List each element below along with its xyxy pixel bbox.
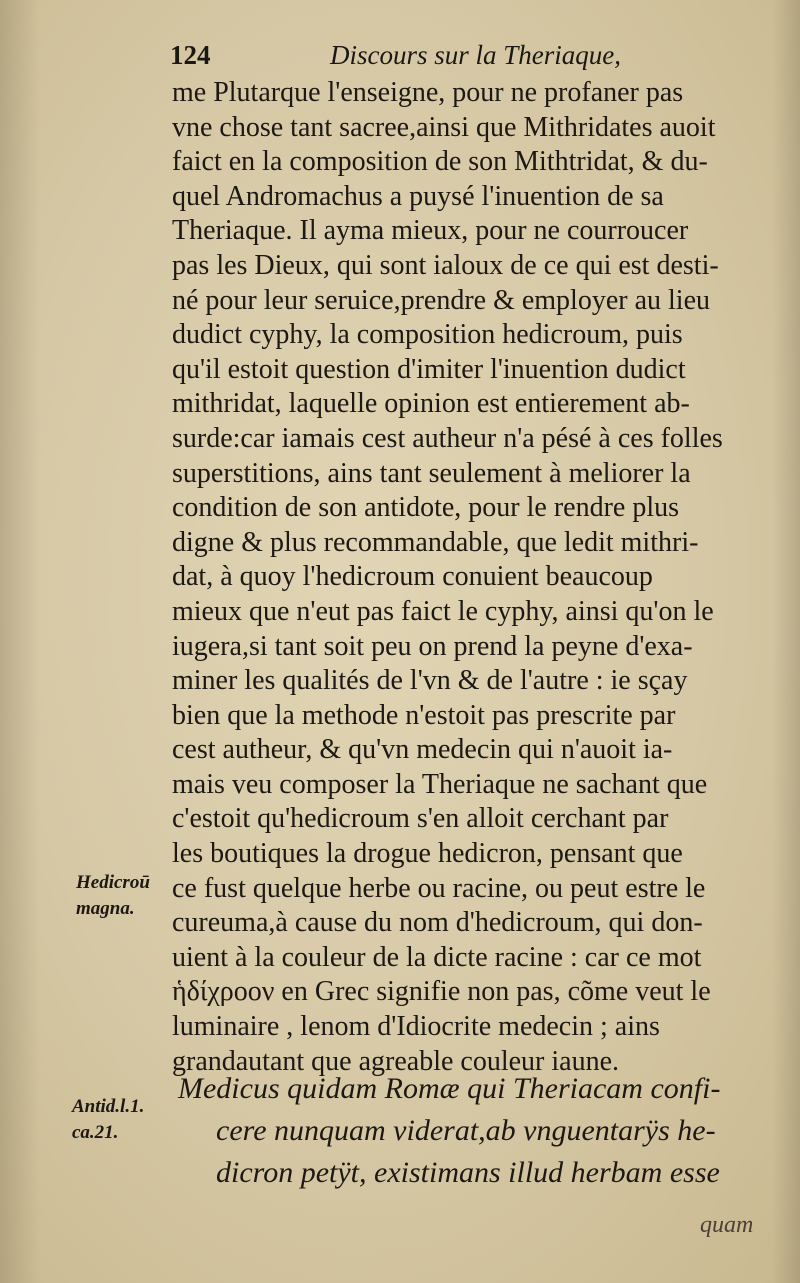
body-text: [172, 76, 772, 1079]
text-line: cest autheur, & qu'vn medecin qui n'auoit ia-: [172, 734, 673, 766]
text-line: Theriaque. Il ayma mieux, pour ne courroucer: [172, 215, 689, 247]
text-line: mieux que n'eut pas faict le cyphy, ainsi qu'on le: [172, 595, 714, 627]
text-line: les boutiques la drogue hedicron, pensant que: [172, 838, 683, 870]
margin-note-line: ca.21.: [72, 1122, 119, 1143]
text-line: bien que la methode n'estoit pas prescrite par: [172, 699, 676, 731]
text-line: vne chose tant sacree,ainsi que Mithridates auoit: [172, 111, 716, 143]
text-line: superstitions, ains tant seulement à meliorer la: [172, 457, 691, 489]
text-line: uient à la couleur de la dicte racine : car ce mot: [172, 941, 702, 973]
page-edge-shadow: [772, 0, 800, 1283]
margin-note-hedicroum: [76, 870, 150, 922]
margin-note-line: magna.: [76, 898, 135, 919]
text-line: qu'il estoit question d'imiter l'inuention dudict: [172, 353, 686, 385]
text-line: faict en la composition de son Mithtridat, & du-: [172, 146, 708, 178]
catchword: quam: [700, 1212, 754, 1238]
text-line: dat, à quoy l'hedicroum conuient beaucoup: [172, 561, 653, 593]
latin-line: dicron petÿt, existimans illud herbam esse: [216, 1156, 720, 1189]
text-line: mais veu composer la Theriaque ne sachant que: [172, 768, 708, 800]
text-line: surde:car iamais cest autheur n'a pésé à ces folles: [172, 422, 723, 454]
page-number: 124: [170, 40, 211, 70]
text-line: cureuma,à cause du nom d'hedicroum, qui don-: [172, 907, 703, 939]
text-line: luminaire , lenom d'Idiocrite medecin ; ains: [172, 1011, 660, 1043]
text-line: ἡδίχροον en Grec signifie non pas, cõme veut le: [172, 976, 711, 1008]
text-line: condition de son antidote, pour le rendre plus: [172, 492, 679, 524]
text-line: né pour leur seruice,prendre & employer au lieu: [172, 284, 711, 316]
page-header: [170, 40, 750, 76]
margin-note-line: Antid.l.1.: [72, 1096, 145, 1117]
text-line: pas les Dieux, qui sont ialoux de ce qui est desti-: [172, 249, 719, 281]
text-line: c'estoit qu'hedicroum s'en alloit cerchant par: [172, 803, 669, 835]
latin-line: cere nunquam viderat,ab vnguentarÿs he-: [216, 1114, 716, 1147]
margin-note-line: Hedicroū: [76, 872, 150, 893]
text-line: mithridat, laquelle opinion est entierement ab-: [172, 388, 690, 420]
text-line: grandautant que agreable couleur iaune.: [172, 1045, 620, 1077]
text-line: digne & plus recommandable, que ledit mithri-: [172, 526, 699, 558]
text-line: me Plutarque l'enseigne, pour ne profaner pas: [172, 77, 684, 108]
page-gutter-shadow: [0, 0, 40, 1283]
running-title: Discours sur la Theriaque,: [330, 40, 622, 70]
latin-quotation: [178, 1068, 768, 1194]
text-line: dudict cyphy, la composition hedicroum, puis: [172, 319, 683, 351]
text-line: ce fust quelque herbe ou racine, ou peut estre le: [172, 872, 706, 904]
text-line: iugera,si tant soit peu on prend la peyne d'exa-: [172, 630, 693, 662]
text-line: quel Andromachus a puysé l'inuention de sa: [172, 180, 664, 212]
latin-line: Medicus quidam Romæ qui Theriacam confi-: [178, 1072, 721, 1105]
margin-note-antid: [72, 1094, 144, 1146]
text-line: miner les qualités de l'vn & de l'autre : ie sçay: [172, 665, 688, 697]
